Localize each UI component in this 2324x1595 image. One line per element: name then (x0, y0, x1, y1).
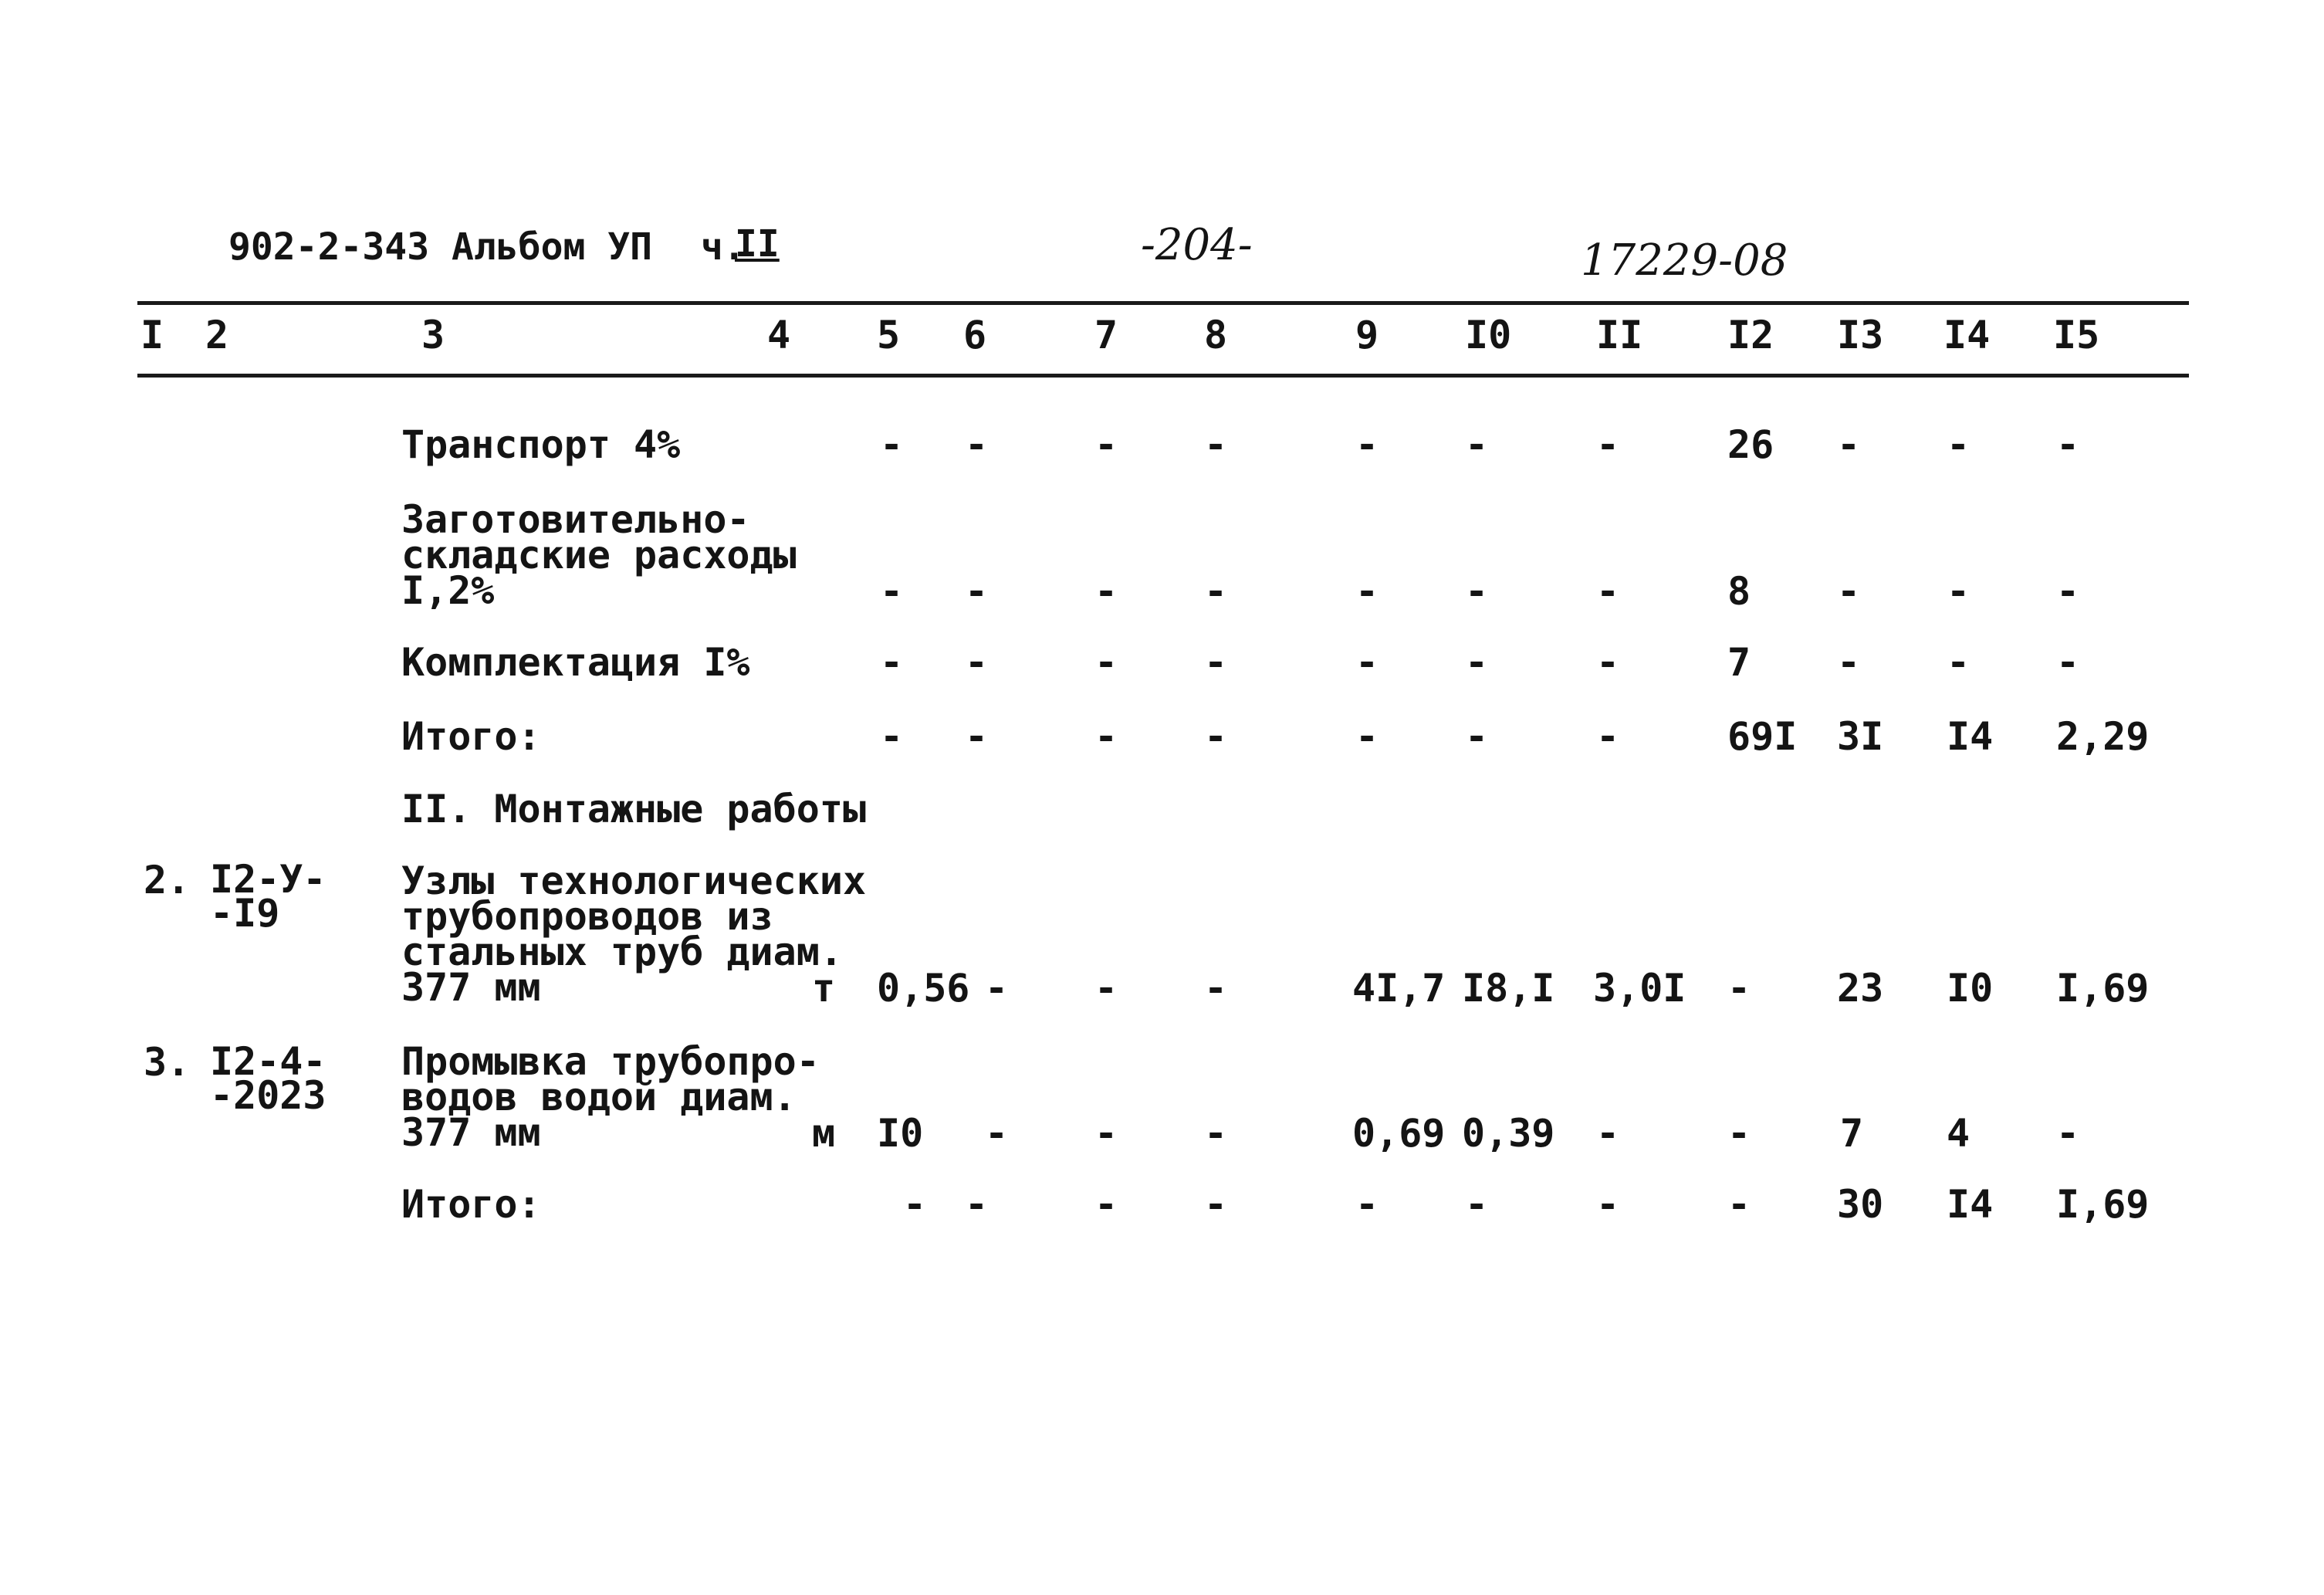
cell-col10: I8,I (1462, 966, 1555, 1011)
cell-col14: 4 (1947, 1111, 1970, 1156)
cell-col12: - (1727, 1182, 1751, 1227)
row-description-line: 377 мм (401, 1110, 541, 1155)
cell-col8: - (1204, 569, 1228, 614)
cell-col7: - (1094, 1111, 1118, 1156)
cell-col5: - (880, 640, 904, 685)
row-description-line: стальных труб диам. (401, 930, 843, 974)
row-code-line: -2023 (210, 1073, 326, 1118)
cell-col5: I0 (877, 1111, 924, 1156)
cell-col9: - (1355, 1182, 1379, 1227)
cell-col5: 0,56 (877, 966, 970, 1011)
cell-col14: - (1947, 422, 1970, 467)
cell-col9: - (1355, 569, 1379, 614)
table-header-rule (137, 374, 2189, 378)
cell-col15: - (2056, 1111, 2080, 1156)
cell-col10: - (1465, 1182, 1489, 1227)
cell-col9: - (1355, 714, 1379, 759)
cell-unit: м (812, 1111, 836, 1156)
row-description-line: трубопроводов из (401, 894, 773, 939)
row-number: 3. (144, 1040, 191, 1085)
page-number: -204- (1141, 220, 1253, 270)
cell-col11: - (1596, 422, 1620, 467)
cell-col11: - (1596, 569, 1620, 614)
row-description-line: водов водой диам. (401, 1075, 797, 1119)
column-number: 9 (1355, 313, 1379, 357)
cell-col14: I0 (1947, 966, 1994, 1011)
cell-col14: I4 (1947, 1182, 1994, 1227)
cell-col6: - (965, 422, 989, 467)
column-number: I (140, 313, 164, 357)
cell-col12: 26 (1727, 422, 1774, 467)
cell-col10: - (1465, 640, 1489, 685)
table-top-rule (137, 301, 2189, 305)
row-number: 2. (144, 858, 191, 902)
cell-col13: - (1837, 569, 1861, 614)
cell-col6: - (985, 1111, 1009, 1156)
cell-col12: - (1727, 1111, 1751, 1156)
cell-col12: 69I (1727, 714, 1798, 759)
row-description-line: 377 мм (401, 965, 541, 1010)
cell-col15: - (2056, 569, 2080, 614)
cell-col14: - (1947, 640, 1970, 685)
cell-col8: - (1204, 1111, 1228, 1156)
cell-col6: - (965, 640, 989, 685)
cell-col12: 8 (1727, 569, 1751, 614)
row-description-line: I,2% (401, 568, 495, 613)
column-number: I3 (1837, 313, 1884, 357)
column-number: 2 (205, 313, 229, 357)
column-number: 3 (421, 313, 445, 357)
column-number: I5 (2053, 313, 2100, 357)
row-description: Итого: (401, 714, 541, 759)
row-code-line: I2-У- (210, 857, 326, 902)
cell-col15: I,69 (2056, 1182, 2150, 1227)
column-number: 5 (877, 313, 901, 357)
cell-col10: - (1465, 422, 1489, 467)
cell-col13: 30 (1837, 1182, 1884, 1227)
cell-col9: 0,69 (1352, 1111, 1446, 1156)
cell-col11: 3,0I (1593, 966, 1686, 1011)
column-number: 8 (1204, 313, 1228, 357)
cell-col5: - (903, 1182, 927, 1227)
cell-col6: - (965, 714, 989, 759)
cell-col7: - (1094, 966, 1118, 1011)
column-number: I2 (1727, 313, 1774, 357)
cell-col13: - (1837, 640, 1861, 685)
cell-col9: - (1355, 422, 1379, 467)
column-number: I0 (1465, 313, 1512, 357)
cell-col5: - (880, 422, 904, 467)
cell-col7: - (1094, 422, 1118, 467)
cell-col11: - (1596, 640, 1620, 685)
cell-col6: - (965, 569, 989, 614)
column-number: I4 (1943, 313, 1991, 357)
cell-col14: I4 (1947, 714, 1994, 759)
cell-col14: - (1947, 569, 1970, 614)
cell-unit: т (812, 966, 836, 1011)
column-number: 7 (1094, 313, 1118, 357)
column-number: II (1596, 313, 1643, 357)
cell-col7: - (1094, 569, 1118, 614)
cell-col7: - (1094, 1182, 1118, 1227)
cell-col12: 7 (1727, 640, 1751, 685)
cell-col7: - (1094, 714, 1118, 759)
row-description: Транспорт 4% (401, 422, 681, 467)
cell-col8: - (1204, 714, 1228, 759)
inventory-number: 17229-08 (1581, 235, 1788, 286)
cell-col15: - (2056, 640, 2080, 685)
row-description-line: Промывка трубопро- (401, 1039, 820, 1084)
cell-col11: - (1596, 1111, 1620, 1156)
column-number: 4 (767, 313, 791, 357)
cell-col5: - (880, 569, 904, 614)
cell-col13: 23 (1837, 966, 1884, 1011)
row-code-line: I2-4- (210, 1039, 326, 1084)
cell-col8: - (1204, 966, 1228, 1011)
cell-col5: - (880, 714, 904, 759)
row-description-line: Узлы технологических (401, 858, 867, 903)
cell-col10: - (1465, 714, 1489, 759)
cell-col15: 2,29 (2056, 714, 2150, 759)
column-number: 6 (963, 313, 987, 357)
cell-col13: 7 (1840, 1111, 1864, 1156)
cell-col9: 4I,7 (1352, 966, 1446, 1011)
row-code-line: -I9 (210, 891, 280, 936)
cell-col8: - (1204, 640, 1228, 685)
cell-col13: - (1837, 422, 1861, 467)
row-description: Итого: (401, 1182, 541, 1227)
cell-col8: - (1204, 422, 1228, 467)
cell-col6: - (965, 1182, 989, 1227)
cell-col10: - (1465, 569, 1489, 614)
cell-col8: - (1204, 1182, 1228, 1227)
cell-col12: - (1727, 966, 1751, 1011)
row-description: Комплектация I% (401, 640, 750, 685)
cell-col10: 0,39 (1462, 1111, 1555, 1156)
cell-col6: - (985, 966, 1009, 1011)
part-number: II (735, 222, 780, 266)
cell-col9: - (1355, 640, 1379, 685)
cell-col7: - (1094, 640, 1118, 685)
part-label: ч. (701, 225, 746, 269)
cell-col11: - (1596, 714, 1620, 759)
row-description-line: складские расходы (401, 533, 797, 577)
row-description-line: Заготовительно- (401, 497, 750, 542)
document-code: 902-2-343 Альбом УП (228, 225, 653, 269)
cell-col15: - (2056, 422, 2080, 467)
cell-col13: 3I (1837, 714, 1884, 759)
cell-col11: - (1596, 1182, 1620, 1227)
section-heading: II. Монтажные работы (401, 787, 867, 831)
cell-col15: I,69 (2056, 966, 2150, 1011)
